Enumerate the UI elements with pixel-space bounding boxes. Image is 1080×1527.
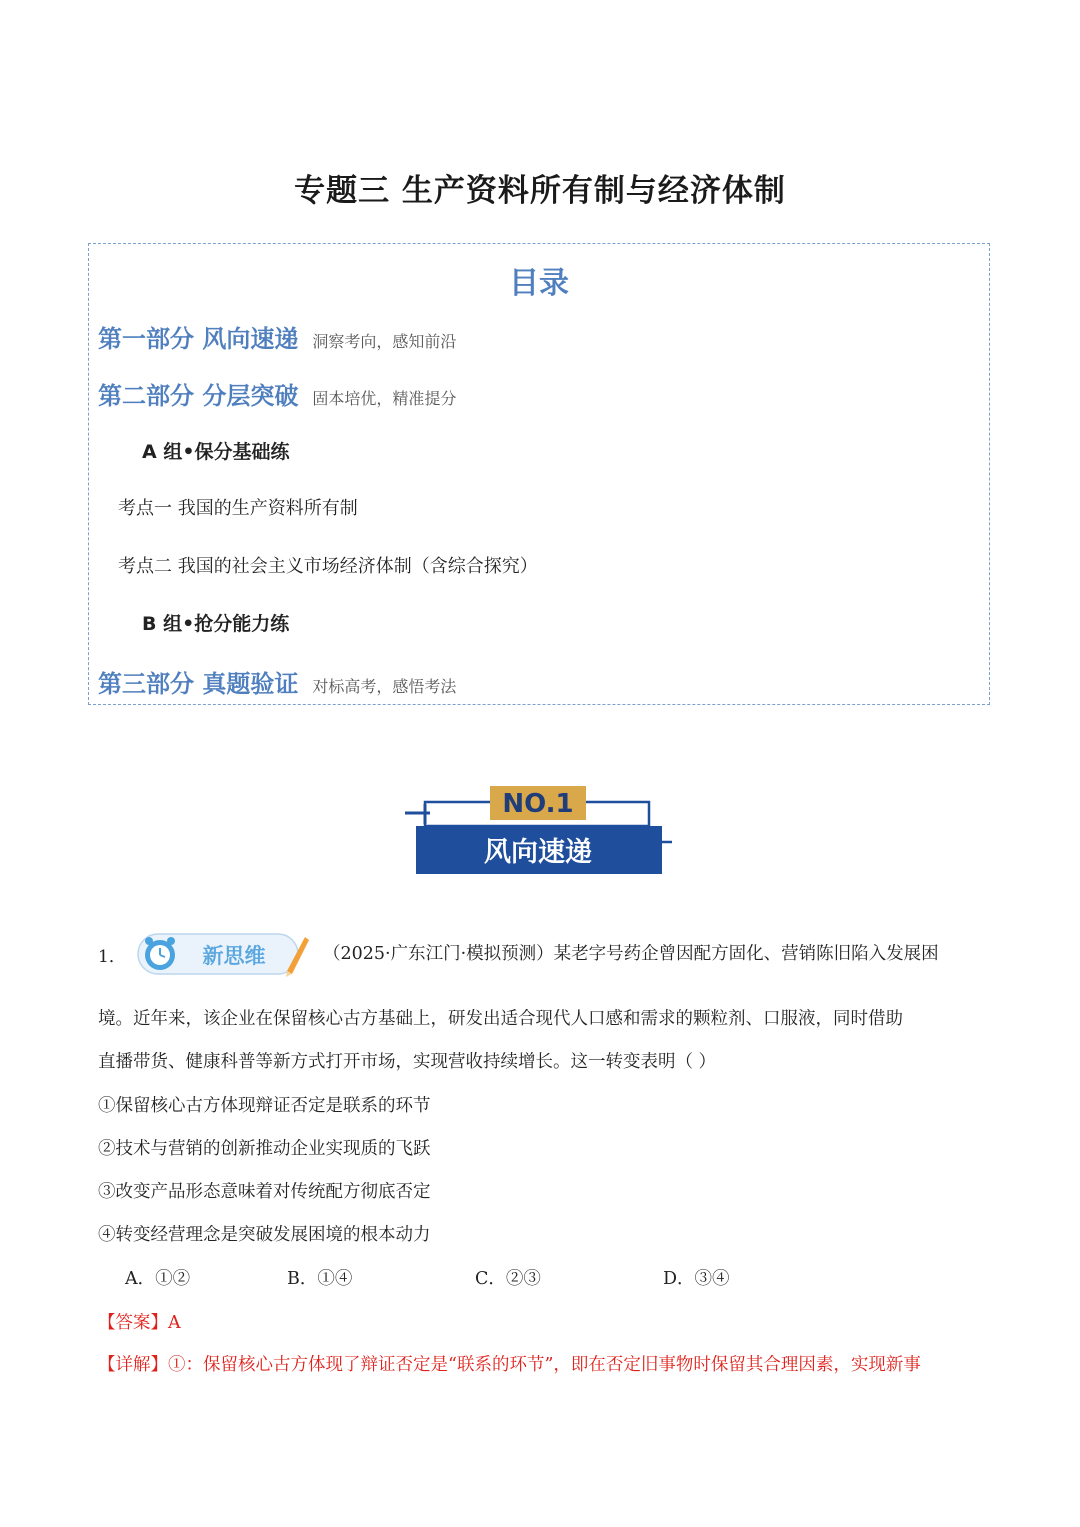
question-number: 1．	[98, 947, 126, 967]
question-stem-line-2: 境。近年来，该企业在保留核心古方基础上，研发出适合现代人口感和需求的颗粒剂、口服液，同时借助	[98, 1009, 903, 1029]
toc-part-3-subtitle: 对标高考，感悟考法	[312, 677, 457, 696]
question-stem-line-1: （2025·广东江门·模拟预测）某老字号药企曾因配方固化、营销陈旧陷入发展困	[323, 944, 939, 964]
section-banner	[400, 782, 675, 882]
option-c[interactable]: C．②③	[475, 1269, 541, 1289]
toc-point-1[interactable]: 考点一 我国的生产资料所有制	[118, 498, 358, 519]
toc-part-1[interactable]	[98, 319, 456, 354]
statement-3: ③改变产品形态意味着对传统配方彻底否定	[98, 1182, 431, 1202]
option-b[interactable]: B．①④	[287, 1269, 353, 1289]
toc-group-b[interactable]: B 组•抢分能力练	[142, 613, 290, 635]
statement-2: ②技术与营销的创新推动企业实现质的飞跃	[98, 1139, 431, 1159]
toc-group-a[interactable]: A 组•保分基础练	[142, 441, 290, 463]
toc-part-3-label: 第三部分 真题验证	[98, 670, 299, 698]
option-d[interactable]: D．③④	[663, 1269, 730, 1289]
toc-point-2[interactable]: 考点二 我国的社会主义市场经济体制（含综合探究）	[118, 556, 538, 577]
alarm-clock-icon	[145, 937, 175, 970]
toc-part-2-subtitle: 固本培优，精准提分	[312, 389, 457, 408]
new-thinking-badge	[137, 931, 309, 977]
answer-text: 【答案】A	[98, 1313, 181, 1333]
option-a[interactable]: A．①②	[125, 1269, 191, 1289]
banner-label: 风向速递	[484, 837, 592, 868]
banner-number: NO.1	[502, 789, 574, 819]
statement-1: ①保留核心古方体现辩证否定是联系的环节	[98, 1096, 431, 1116]
table-of-contents	[88, 243, 990, 705]
toc-part-1-label: 第一部分 风向速递	[98, 325, 299, 353]
question-stem-line-3: 直播带货、健康科普等新方式打开市场，实现营收持续增长。这一转变表明（ ）	[98, 1052, 717, 1072]
badge-label: 新思维	[202, 944, 266, 968]
toc-part-1-subtitle: 洞察考向，感知前沿	[312, 332, 457, 351]
statement-4: ④转变经营理念是突破发展困境的根本动力	[98, 1225, 431, 1245]
toc-part-2-label: 第二部分 分层突破	[98, 382, 299, 410]
page-title: 专题三 生产资料所有制与经济体制	[294, 173, 786, 209]
toc-heading: 目录	[509, 266, 569, 301]
toc-part-2[interactable]	[98, 376, 456, 411]
toc-part-3[interactable]	[98, 664, 456, 699]
detail-text: 【详解】①：保留核心古方体现了辩证否定是“联系的环节”，即在否定旧事物时保留其合理因素，实现新事	[98, 1355, 921, 1375]
